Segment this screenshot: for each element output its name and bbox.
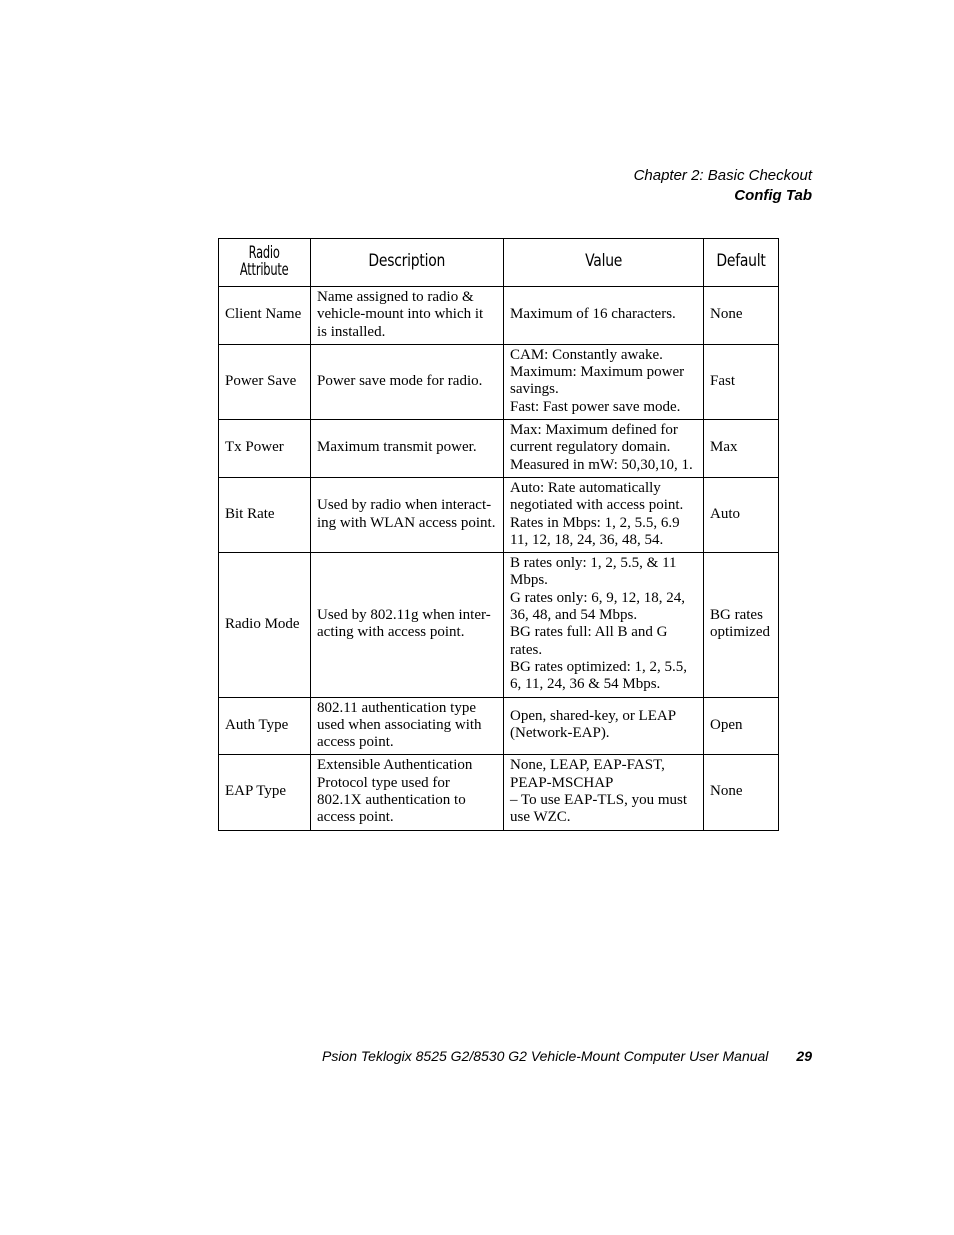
cell-line: savings. <box>510 381 559 398</box>
cell-description <box>311 477 504 552</box>
table-body <box>219 287 779 831</box>
cell-line: Used by 802.11g when inter- <box>317 607 491 624</box>
cell-line: Maximum transmit power. <box>317 439 477 456</box>
running-header <box>634 166 812 206</box>
cell-line: use WZC. <box>510 809 571 826</box>
cell-line: Fast: Fast power save mode. <box>510 398 681 415</box>
cell-line: 6, 11, 24, 36 & 54 Mbps. <box>510 676 661 693</box>
cell-line: Name assigned to radio & <box>317 289 474 305</box>
cell-line: Mbps. <box>510 572 548 589</box>
cell-description <box>311 697 504 755</box>
cell-line: 802.1X authentication to <box>317 792 466 809</box>
cell-line: acting with access point. <box>317 624 465 641</box>
cell-value <box>504 477 704 552</box>
cell-line: – To use EAP-TLS, you must <box>510 792 688 809</box>
manual-title: Psion Teklogix 8525 G2/8530 G2 Vehicle-Mount Computer User Manual <box>321 1048 769 1064</box>
cell-value <box>504 553 704 697</box>
cell-attribute: Bit Rate <box>219 477 311 552</box>
section-title: Config Tab <box>734 187 812 204</box>
cell-line: BG rates optimized: 1, 2, 5.5, <box>510 658 688 675</box>
cell-line: None, LEAP, EAP-FAST, <box>510 757 665 774</box>
cell-line: B rates only: 1, 2, 5.5, & 11 <box>510 555 677 572</box>
cell-attribute: Power Save <box>219 344 311 419</box>
column-header-value: Value <box>504 239 704 287</box>
cell-default: None <box>704 755 779 830</box>
column-header-default: Default <box>704 239 779 287</box>
cell-line: Open, shared-key, or LEAP <box>510 708 677 725</box>
cell-description <box>311 755 504 830</box>
cell-line: (Network-EAP). <box>510 725 610 742</box>
cell-line: PEAP-MSCHAP <box>510 774 614 791</box>
cell-default: BG rates optimized <box>704 553 779 697</box>
cell-line: Protocol type used for <box>317 774 450 791</box>
cell-line: BG rates full: All B and G <box>510 624 668 641</box>
cell-attribute: Radio Mode <box>219 553 311 697</box>
page-number: 29 <box>796 1048 812 1064</box>
cell-line: access point. <box>317 809 394 826</box>
cell-line: Maximum: Maximum power <box>510 364 685 381</box>
cell-line: 11, 12, 18, 24, 36, 48, 54. <box>510 531 664 548</box>
radio-attributes-table <box>218 238 779 831</box>
cell-description <box>311 287 504 345</box>
cell-line: vehicle-mount into which it <box>317 306 484 323</box>
cell-default: Fast <box>704 344 779 419</box>
column-header-attribute <box>219 239 311 287</box>
cell-line: Extensible Authentication <box>317 757 473 774</box>
cell-default: None <box>704 287 779 345</box>
column-header-attribute-line1: Radio <box>248 242 281 263</box>
cell-description <box>311 344 504 419</box>
table-row <box>219 420 779 478</box>
cell-attribute: Client Name <box>219 287 311 345</box>
chapter-title: Chapter 2: Basic Checkout <box>633 167 812 184</box>
cell-line: Power save mode for radio. <box>317 372 483 389</box>
cell-attribute: Tx Power <box>219 420 311 478</box>
table-row <box>219 697 779 755</box>
cell-line: rates. <box>510 641 543 658</box>
cell-line: Measured in mW: 50,30,10, 1. <box>510 456 693 473</box>
cell-description <box>311 553 504 697</box>
cell-line: is installed. <box>317 323 386 340</box>
cell-value <box>504 287 704 345</box>
table-row <box>219 344 779 419</box>
cell-line: Rates in Mbps: 1, 2, 5.5, 6.9 <box>510 514 680 531</box>
cell-default: Auto <box>704 477 779 552</box>
column-header-description: Description <box>311 239 504 287</box>
column-header-attribute-line2: Attribute <box>240 259 289 280</box>
table-row <box>219 755 779 830</box>
cell-line: current regulatory domain. <box>510 439 671 456</box>
cell-default: Max <box>704 420 779 478</box>
cell-line: Maximum of 16 characters. <box>510 306 676 323</box>
cell-attribute: EAP Type <box>219 755 311 830</box>
cell-line: Used by radio when interact- <box>317 497 492 514</box>
cell-line: Auto: Rate automatically <box>510 479 661 496</box>
cell-value <box>504 344 704 419</box>
cell-attribute: Auth Type <box>219 697 311 755</box>
cell-description <box>311 420 504 478</box>
cell-line: used when associating with <box>317 716 482 733</box>
table-row <box>219 287 779 345</box>
cell-value <box>504 420 704 478</box>
cell-value <box>504 755 704 830</box>
cell-line: CAM: Constantly awake. <box>510 346 663 363</box>
cell-line: ing with WLAN access point. <box>317 514 496 531</box>
table-header-row <box>219 239 779 287</box>
cell-line: G rates only: 6, 9, 12, 18, 24, <box>510 589 685 606</box>
cell-line: access point. <box>317 734 394 751</box>
table-row <box>219 553 779 697</box>
cell-value <box>504 697 704 755</box>
cell-line: 802.11 authentication type <box>317 699 476 716</box>
cell-default: Open <box>704 697 779 755</box>
cell-line: Max: Maximum defined for <box>510 422 678 439</box>
cell-line: 36, 48, and 54 Mbps. <box>510 607 638 624</box>
cell-line: negotiated with access point. <box>510 497 684 514</box>
table-row <box>219 477 779 552</box>
running-footer <box>0 1048 812 1064</box>
